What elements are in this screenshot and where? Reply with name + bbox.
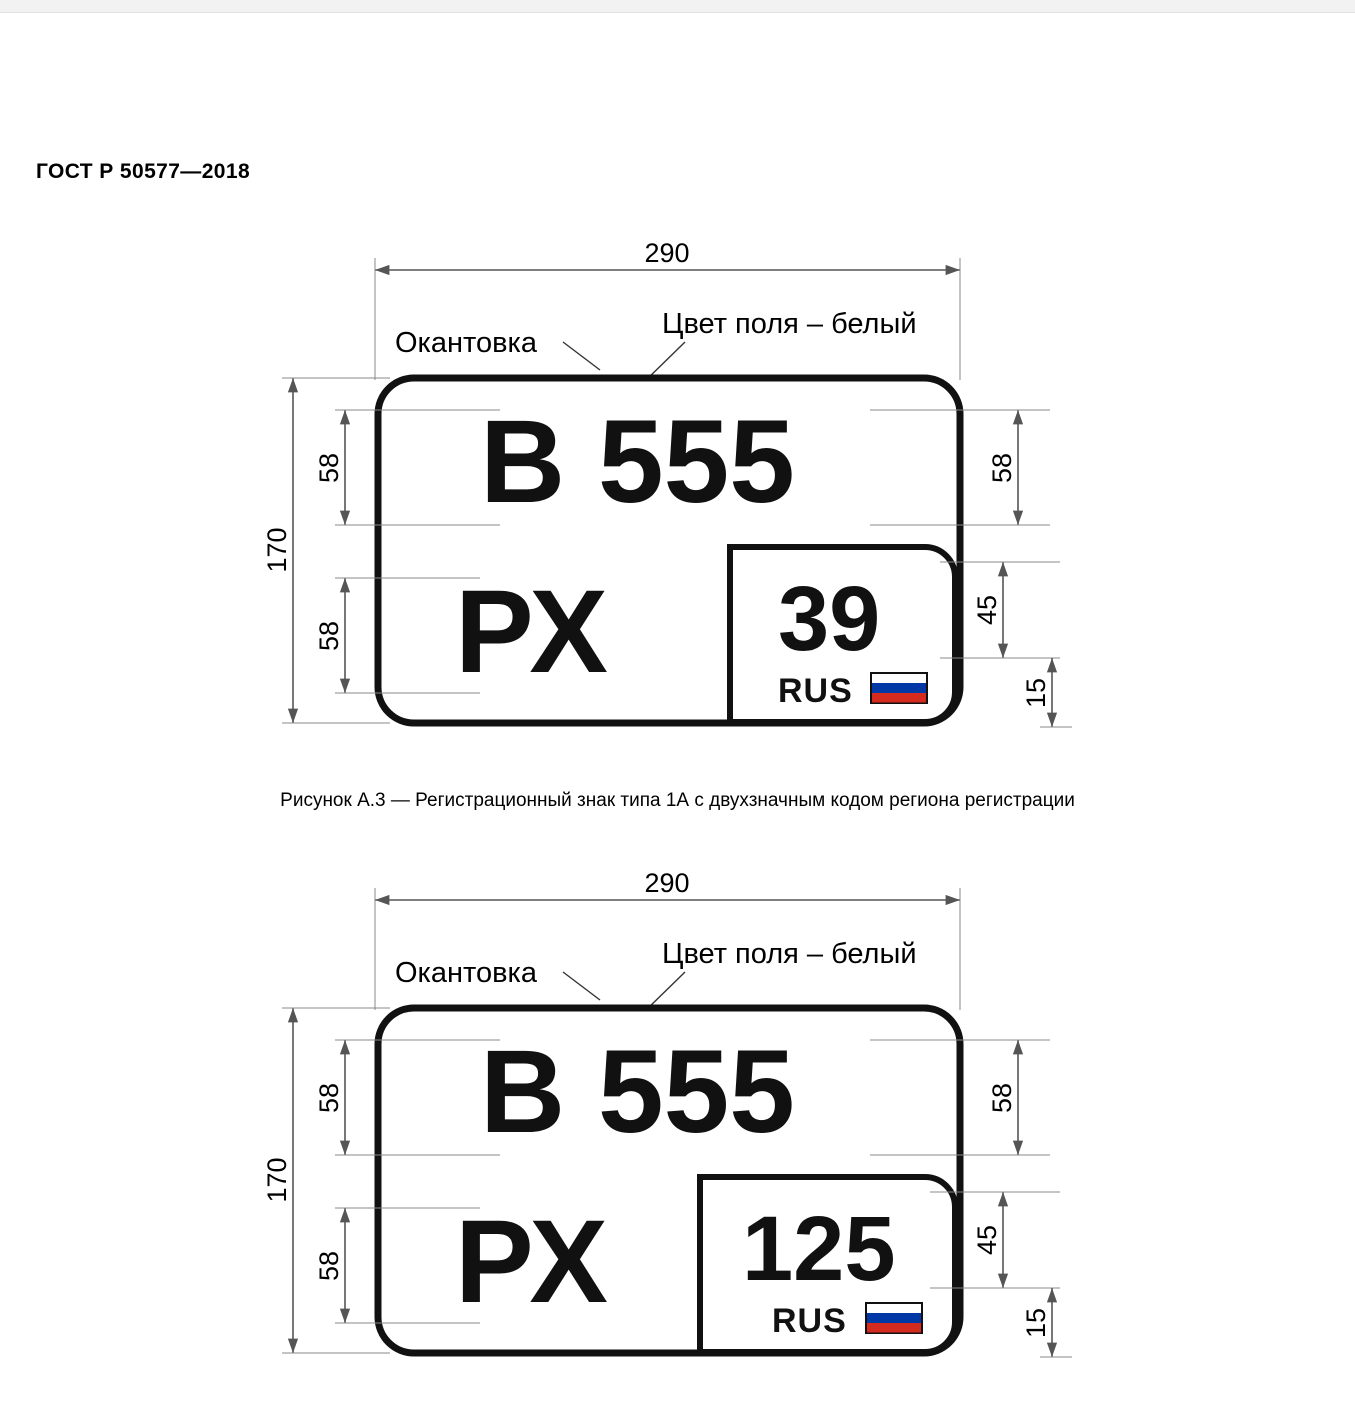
russia-flag-icon (866, 1303, 922, 1333)
figure-plate-three-digit-region (0, 860, 1355, 1420)
label-border: Окантовка (395, 327, 537, 359)
dimension-region-code-value: 45 (972, 1224, 1002, 1256)
plate-diagram-1 (0, 230, 1355, 790)
dimension-top-char-right-value: 58 (987, 1082, 1017, 1114)
dimension-width-value: 290 (644, 238, 690, 268)
leader-line-border (563, 342, 600, 370)
dimension-top-char-value: 58 (314, 1082, 344, 1114)
dimension-bottom-char-value: 58 (314, 1250, 344, 1282)
dimension-height-value: 170 (262, 1157, 292, 1203)
plate-diagram-2 (0, 860, 1355, 1420)
plate-country-code: RUS (772, 1302, 847, 1340)
dimension-rus-value: 15 (1021, 1307, 1051, 1339)
plate-top-line: В 555 (480, 396, 795, 528)
dimension-bottom-char-value: 58 (314, 620, 344, 652)
dimension-top-char-value: 58 (314, 452, 344, 484)
russia-flag-icon (871, 673, 927, 703)
label-border: Окантовка (395, 957, 537, 989)
plate-top-line: В 555 (480, 1026, 795, 1158)
dimension-top-char-right-value: 58 (987, 452, 1017, 484)
dimension-rus-value: 15 (1021, 677, 1051, 709)
dimension-height-value: 170 (262, 527, 292, 573)
plate-bottom-line: РХ (455, 1196, 608, 1328)
plate-region-code: 125 (742, 1198, 896, 1300)
dimension-region-code-value: 45 (972, 594, 1002, 626)
figure-caption-1: Рисунок А.3 — Регистрационный знак типа 1А с двухзначным кодом региона регистрации (280, 790, 1075, 811)
figure-plate-two-digit-region (0, 230, 1355, 790)
label-field-color: Цвет поля – белый (662, 938, 917, 970)
plate-bottom-line: РХ (455, 566, 608, 698)
plate-region-code: 39 (778, 568, 881, 670)
page-top-edge (0, 0, 1355, 13)
leader-line-border (563, 972, 600, 1000)
label-field-color: Цвет поля – белый (662, 308, 917, 340)
standard-title: ГОСТ Р 50577—2018 (36, 160, 251, 183)
plate-country-code: RUS (778, 672, 853, 710)
dimension-width-value: 290 (644, 868, 690, 898)
